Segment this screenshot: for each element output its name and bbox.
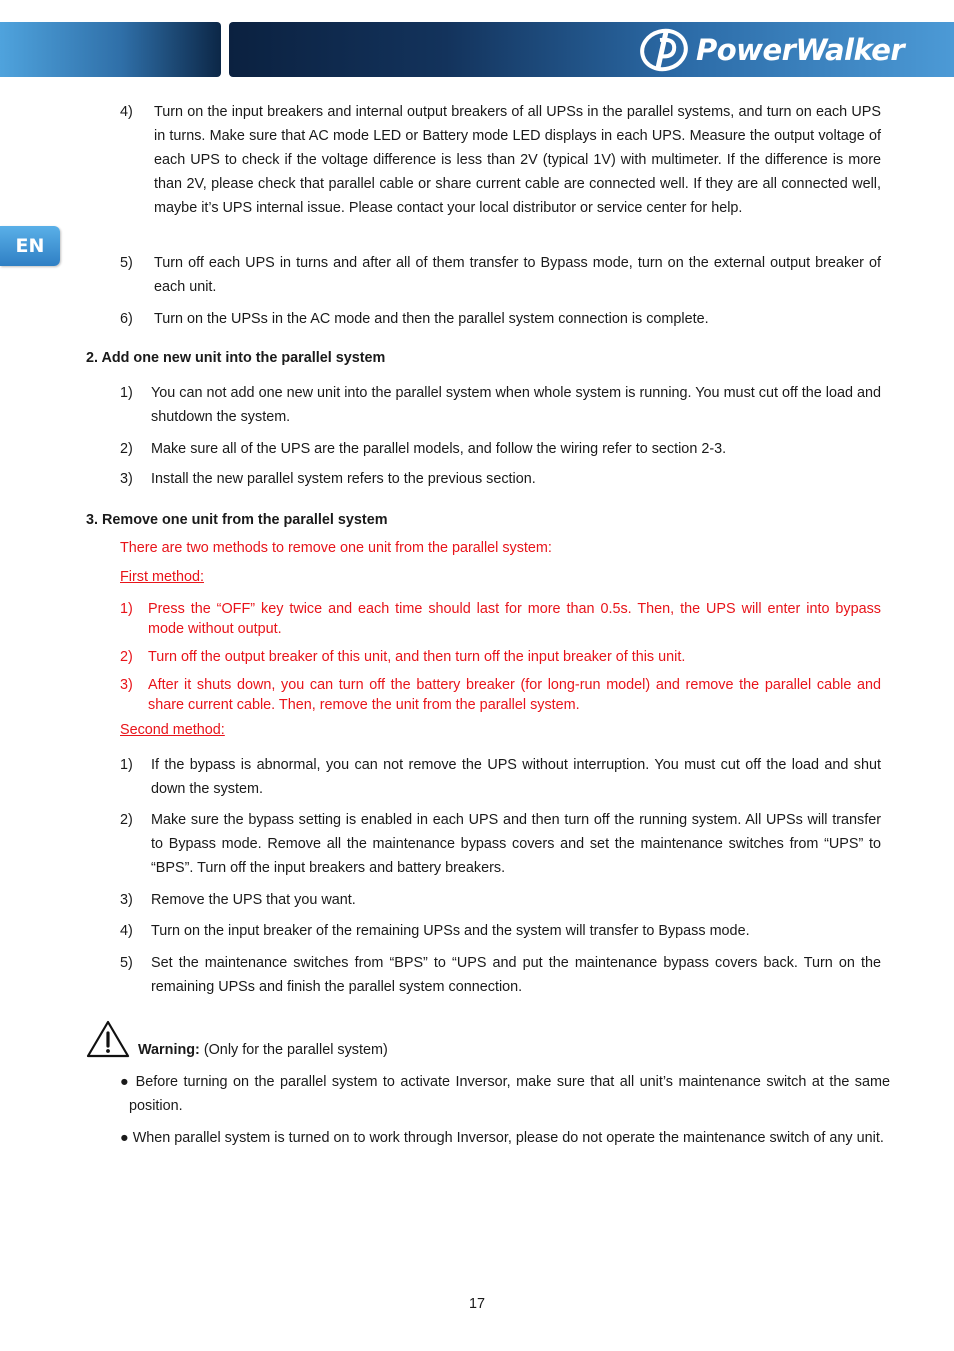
step-number: 2) [120,649,133,665]
step-text: If the bypass is abnormal, you can not remove the UPS without interruption. You must cut off the load and shut down the system. [151,757,881,797]
step-number: 3) [120,471,133,487]
second-method-label: Second method: [120,722,225,738]
step-text: Turn on the input breakers and internal output breakers of all UPSs in the parallel systems, and turn on each UPS in turns. Make sure that AC mode LED or Battery mode LED displays in each UPS. Measure the output voltage of each UPS to check if the voltage difference is less than 2V (typical 1V) with multimeter. If the difference is more than 2V, please check that parallel cable or share current cable are connected well. If they are all connected well, maybe it’s UPS internal issue. Please contact your local distributor or service center for help. [154,104,881,216]
section-heading: 3. Remove one unit from the parallel system [86,512,388,528]
step-text: Make sure the bypass setting is enabled in each UPS and then turn off the running system. All UPSs will transfer to Bypass mode. Remove all the maintenance bypass covers and set the maintenance switches from “UPS” to “BPS”. Turn off the input breakers and battery breakers. [151,812,881,876]
first-method-label: First method: [120,569,204,585]
step-text: Turn off each UPS in turns and after all of them transfer to Bypass mode, turn on the external output breaker of each unit. [154,255,881,295]
list-item [120,675,881,715]
warning-icon [86,1020,130,1058]
step-text: Turn off the output breaker of this unit, and then turn off the input breaker of this unit. [148,649,686,665]
step-text: Make sure all of the UPS are the parallel models, and follow the wiring refer to section 2-3. [151,441,727,457]
header-band-left [0,22,221,77]
list-item [120,437,881,461]
step-number: 4) [120,923,133,939]
section-heading: 2. Add one new unit into the parallel system [86,350,386,366]
step-number: 5) [120,955,133,971]
warning-line [138,1040,388,1060]
brand-logo [636,26,944,74]
step-text: Remove the UPS that you want. [151,892,356,908]
list-item [120,647,881,667]
step-text: Set the maintenance switches from “BPS” to “UPS and put the maintenance bypass covers back. Turn on the remaining UPSs and finish the parallel system connection. [151,955,881,995]
step-number: 2) [120,441,133,457]
language-tab[interactable]: EN [0,226,60,266]
list-item [120,888,881,912]
list-item [120,100,881,220]
step-number: 1) [120,757,133,773]
brand-name: PowerWalker [696,33,905,67]
step-text: Install the new parallel system refers to the previous section. [151,471,536,487]
warning-note: (Only for the parallel system) [199,1042,388,1058]
methods-intro: There are two methods to remove one unit from the parallel system: [120,540,552,556]
step-text: After it shuts down, you can turn off the battery breaker (for long-run model) and remove the parallel cable and share current cable. Then, remove the unit from the parallel system. [148,677,881,713]
list-item [120,919,881,943]
list-item [120,599,881,639]
step-number: 2) [120,812,133,828]
list-item [120,251,881,299]
list-item [120,753,881,801]
step-text: Turn on the input breaker of the remaining UPSs and the system will transfer to Bypass mode. [151,923,750,939]
list-item [120,808,881,880]
list-item [120,307,881,331]
step-text: You can not add one new unit into the parallel system when whole system is running. You must cut off the load and shutdown the system. [151,385,881,425]
page-number: 17 [468,1296,485,1312]
bullet-item: ● Before turning on the parallel system to activate Inversor, make sure that all unit’s maintenance switch at the same position. [120,1074,890,1114]
warning-label: Warning: [138,1042,200,1058]
step-number: 5) [120,255,133,271]
step-text: Press the “OFF” key twice and each time should last for more than 0.5s. Then, the UPS will enter into bypass mode without output. [148,601,881,637]
step-number: 1) [120,385,133,401]
list-item [120,381,881,429]
step-number: 4) [120,104,133,120]
step-number: 3) [120,892,133,908]
step-text: Turn on the UPSs in the AC mode and then the parallel system connection is complete. [154,311,709,327]
list-item [120,951,881,999]
powerwalker-logo-icon [636,26,694,74]
step-number: 1) [120,601,133,617]
bullet-item: ● When parallel system is turned on to work through Inversor, please do not operate the maintenance switch of any unit. [120,1130,884,1146]
step-number: 3) [120,677,133,693]
step-number: 6) [120,311,133,327]
list-item [120,467,881,491]
